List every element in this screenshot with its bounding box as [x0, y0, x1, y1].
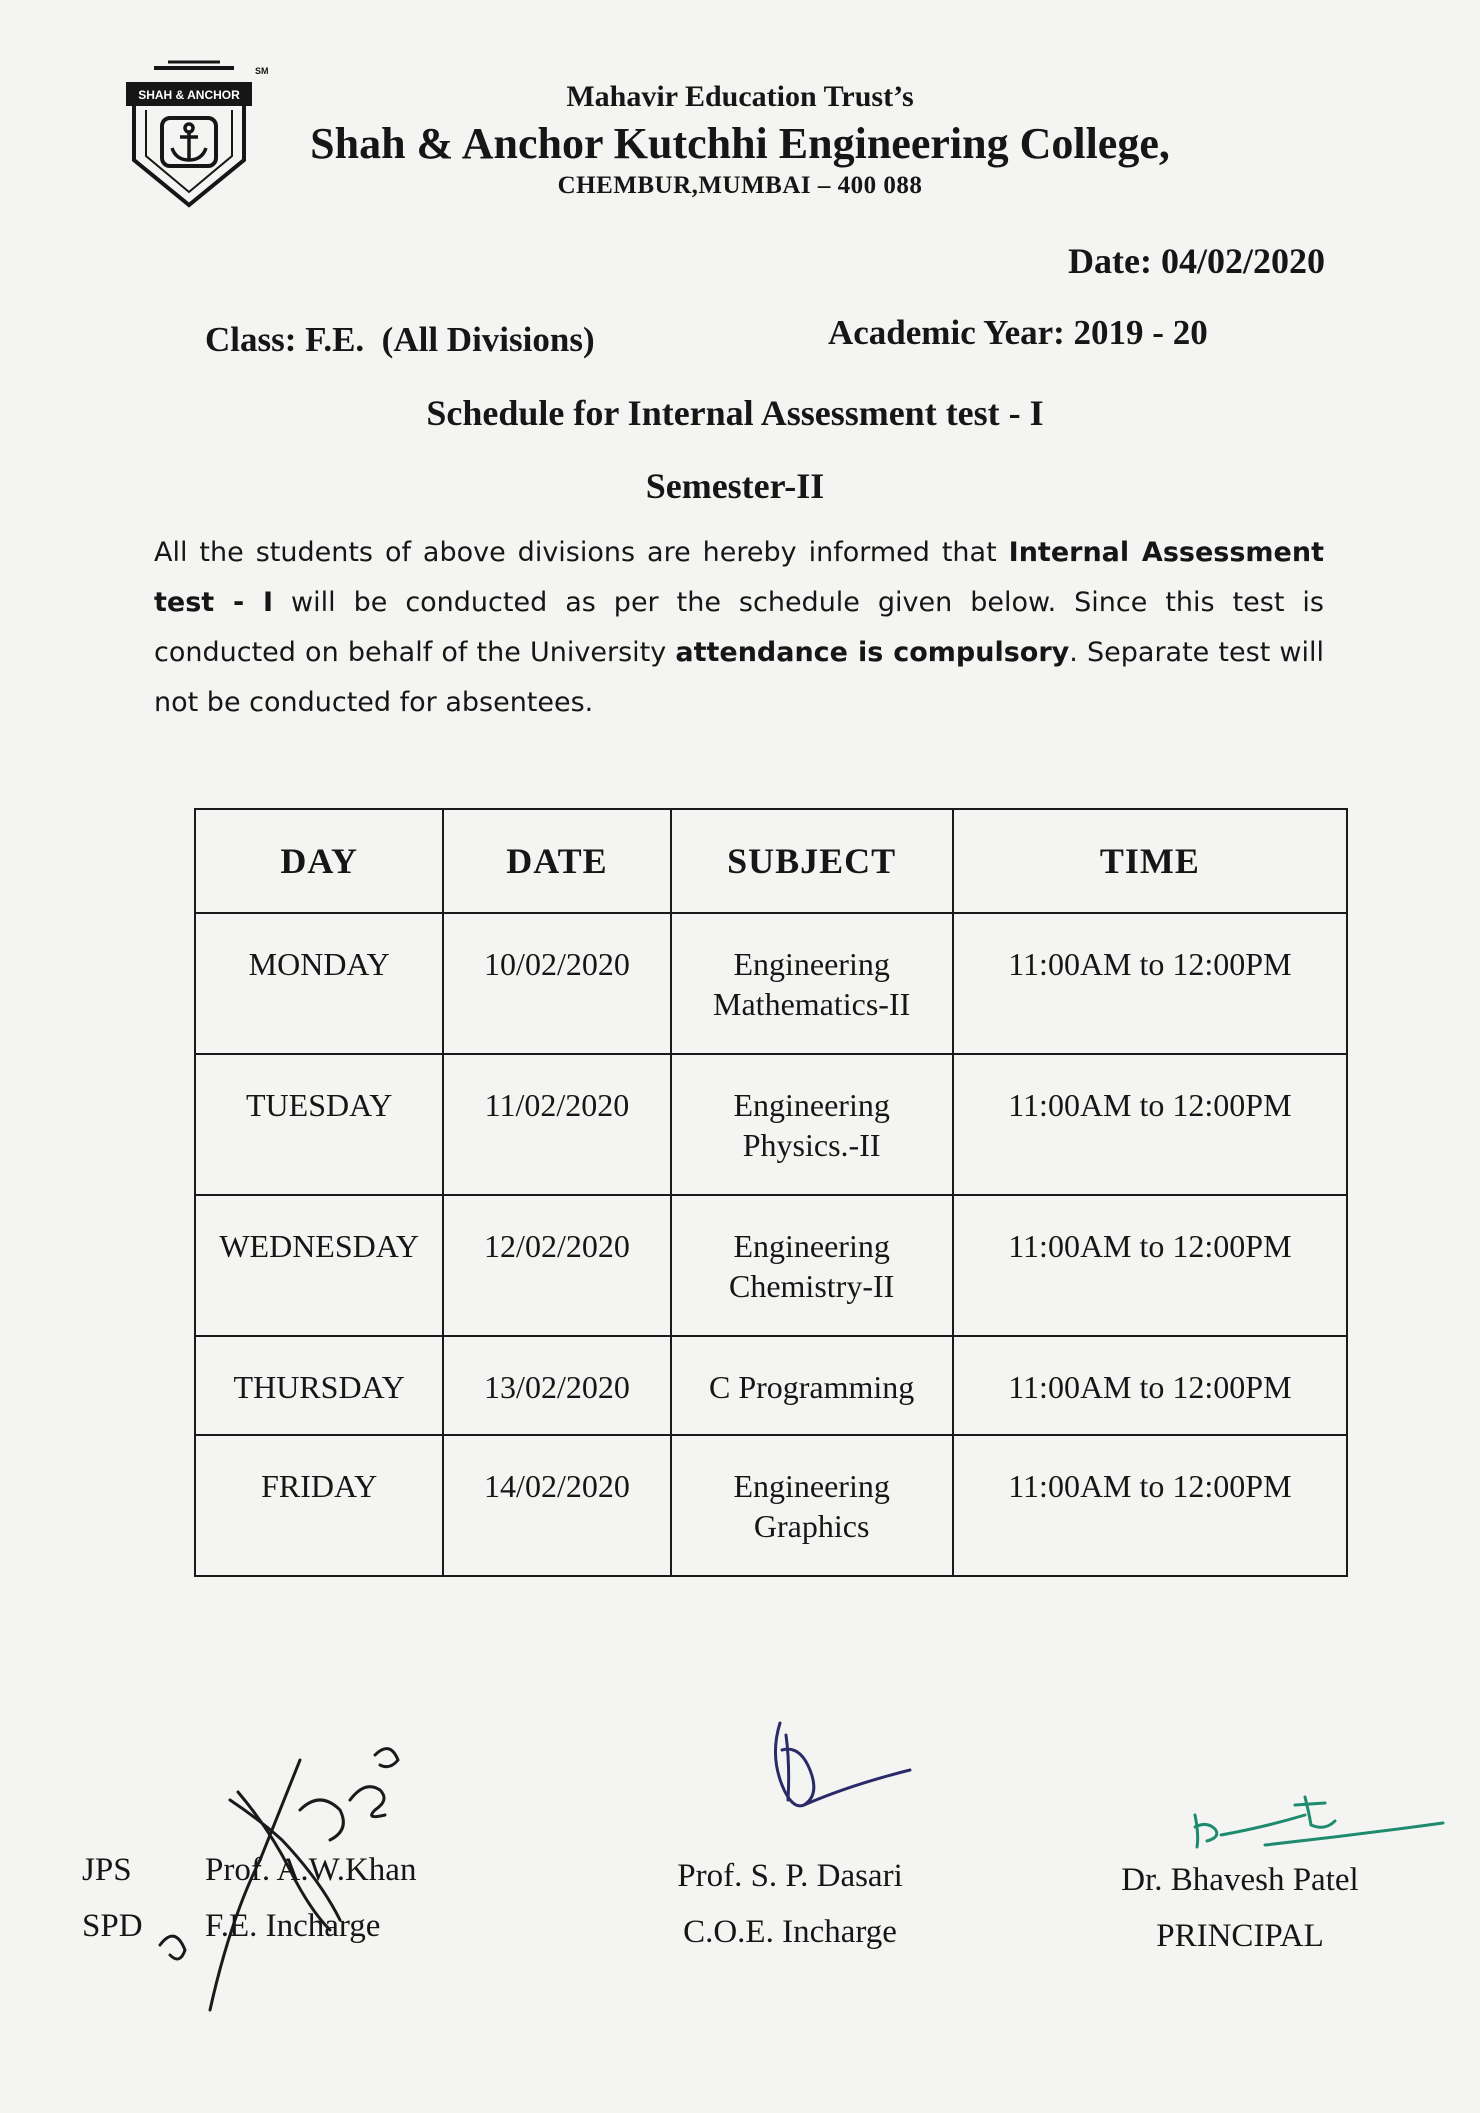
cell-date: 11/02/2020 — [443, 1054, 670, 1195]
cell-subject: Engineering Mathematics-II — [671, 913, 953, 1054]
table-row — [195, 1054, 1347, 1195]
anchor-icon — [172, 124, 206, 160]
cell-date: 14/02/2020 — [443, 1435, 670, 1576]
principal-role: PRINCIPAL — [1156, 1918, 1324, 1954]
principal-name: Dr. Bhavesh Patel — [1121, 1862, 1359, 1898]
schedule-table — [194, 808, 1348, 1577]
cell-day: FRIDAY — [195, 1435, 443, 1576]
notice-paragraph: All the students of above divisions are hereby informed that Internal Assessment test - I will be conducted as per the schedule given below. Since this test is conducted on behalf of the University attendance is compulsory. Separate test will not be conducted for absentees. — [154, 537, 1325, 718]
signature-initials — [82, 1842, 143, 1954]
cell-day: THURSDAY — [195, 1336, 443, 1435]
signature-fe-incharge — [205, 1842, 416, 1954]
table-row — [195, 1336, 1347, 1435]
college-name: Shah & Anchor Kutchhi Engineering College, — [310, 119, 1170, 168]
table-row — [195, 1435, 1347, 1576]
logo-text: SHAH & ANCHOR — [138, 88, 240, 102]
cell-subject: Engineering Graphics — [671, 1435, 953, 1576]
header-time: TIME — [953, 809, 1347, 913]
cell-date: 10/02/2020 — [443, 913, 670, 1054]
cell-subject: Engineering Chemistry-II — [671, 1195, 953, 1336]
academic-year: Academic Year: 2019 - 20 — [828, 313, 1208, 352]
schedule-title: Schedule for Internal Assessment test - I — [426, 393, 1044, 433]
cell-time: 11:00AM to 12:00PM — [953, 1336, 1347, 1435]
initials-spd: SPD — [82, 1908, 143, 1944]
initials-jps: JPS — [82, 1852, 132, 1888]
notice-date: Date: 04/02/2020 — [1068, 241, 1325, 281]
signature-middle-image — [760, 1715, 920, 1825]
cell-day: MONDAY — [195, 913, 443, 1054]
table-header-row — [195, 809, 1347, 913]
fe-incharge-name: Prof. A.W.Khan — [205, 1852, 417, 1888]
signature-principal — [1080, 1852, 1400, 1964]
fe-incharge-role: F.E. Incharge — [205, 1908, 381, 1944]
cell-date: 13/02/2020 — [443, 1336, 670, 1435]
cell-date: 12/02/2020 — [443, 1195, 670, 1336]
notice-bold-test: Internal Assessment test - I — [154, 537, 1324, 618]
logo-mark: SM — [255, 66, 269, 76]
table-row — [195, 913, 1347, 1054]
cell-subject: Engineering Physics.-II — [671, 1054, 953, 1195]
cell-time: 11:00AM to 12:00PM — [953, 1054, 1347, 1195]
college-address: CHEMBUR,MUMBAI – 400 088 — [557, 172, 923, 199]
signature-coe-incharge — [620, 1848, 960, 1960]
header-subject: SUBJECT — [671, 809, 953, 913]
coe-incharge-role: C.O.E. Incharge — [683, 1914, 897, 1950]
cell-subject: C Programming — [671, 1336, 953, 1435]
trust-name: Mahavir Education Trust’s — [566, 80, 914, 113]
table-row — [195, 1195, 1347, 1336]
cell-day: TUESDAY — [195, 1054, 443, 1195]
cell-day: WEDNESDAY — [195, 1195, 443, 1336]
semester-title: Semester-II — [645, 466, 825, 506]
class-line: Class: F.E. (All Divisions) — [205, 320, 595, 359]
cell-time: 11:00AM to 12:00PM — [953, 1195, 1347, 1336]
cell-time: 11:00AM to 12:00PM — [953, 913, 1347, 1054]
header-date: DATE — [443, 809, 670, 913]
cell-time: 11:00AM to 12:00PM — [953, 1435, 1347, 1576]
notice-bold-attendance: attendance is compulsory — [675, 637, 1070, 668]
header-day: DAY — [195, 809, 443, 913]
coe-incharge-name: Prof. S. P. Dasari — [677, 1858, 903, 1894]
college-logo — [124, 60, 269, 210]
